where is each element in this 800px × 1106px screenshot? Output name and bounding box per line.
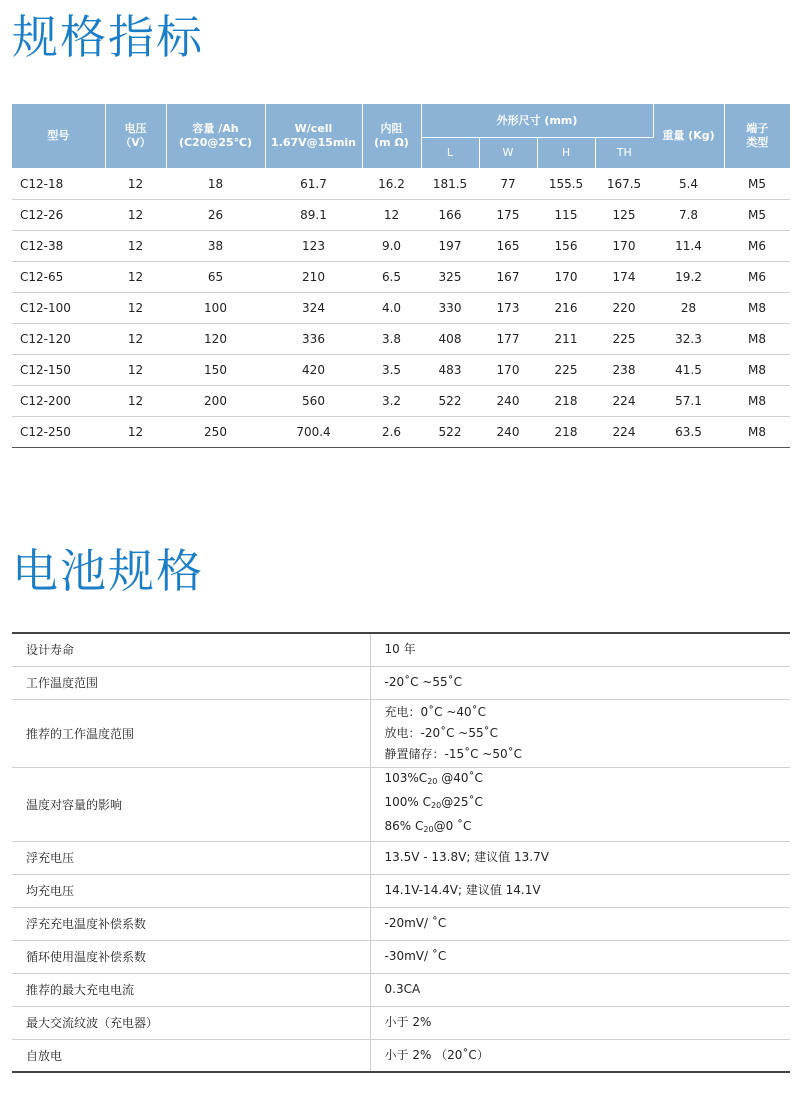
value-line: 10 年 — [384, 642, 416, 657]
spec-row — [12, 200, 790, 231]
spec-cell: 218 — [537, 417, 595, 448]
spec-cell: 12 — [105, 293, 166, 324]
spec-cell: M8 — [724, 355, 790, 386]
spec-cell: 156 — [537, 231, 595, 262]
spec-cell: 38 — [166, 231, 265, 262]
spec-cell: 324 — [265, 293, 362, 324]
spec-cell: 12 — [105, 355, 166, 386]
battery-row — [12, 767, 790, 841]
spec-cell: 216 — [537, 293, 595, 324]
battery-row-label: 均充电压 — [12, 874, 370, 907]
battery-row-value — [370, 633, 790, 666]
spec-cell: 63.5 — [653, 417, 724, 448]
spec-cell: 3.2 — [362, 386, 421, 417]
spec-cell: M8 — [724, 417, 790, 448]
spec-cell: 240 — [479, 386, 537, 417]
battery-row — [12, 1006, 790, 1039]
spec-cell: 224 — [595, 386, 653, 417]
battery-row — [12, 940, 790, 973]
battery-row-value — [370, 666, 790, 699]
spec-cell: 100 — [166, 293, 265, 324]
spec-row — [12, 324, 790, 355]
spec-cell: 181.5 — [421, 169, 479, 200]
spec-cell: M6 — [724, 231, 790, 262]
battery-row — [12, 973, 790, 1006]
spec-cell: 175 — [479, 200, 537, 231]
model-cell: C12-250 — [12, 417, 105, 448]
header-dimensions: 外形尺寸 (mm) — [421, 104, 653, 138]
spec-cell: 220 — [595, 293, 653, 324]
battery-row-label: 循环使用温度补偿系数 — [12, 940, 370, 973]
spec-table — [12, 104, 790, 448]
spec-cell: 700.4 — [265, 417, 362, 448]
battery-row-label: 最大交流纹波（充电器） — [12, 1006, 370, 1039]
spec-cell: M8 — [724, 324, 790, 355]
spec-cell: 12 — [105, 200, 166, 231]
spec-cell: 115 — [537, 200, 595, 231]
value-line: -20mV/ ˚C — [384, 916, 447, 930]
battery-table-body — [12, 633, 790, 1072]
spec-cell: 165 — [479, 231, 537, 262]
spec-cell: 11.4 — [653, 231, 724, 262]
header-weight: 重量 (Kg) — [653, 104, 724, 169]
battery-row-label: 浮充充电温度补偿系数 — [12, 907, 370, 940]
spec-cell: 166 — [421, 200, 479, 231]
spec-cell: 77 — [479, 169, 537, 200]
spec-cell: 28 — [653, 293, 724, 324]
spec-cell: 167.5 — [595, 169, 653, 200]
spec-section-title: 规格指标 — [12, 10, 204, 64]
spec-cell: 4.0 — [362, 293, 421, 324]
spec-cell: 225 — [595, 324, 653, 355]
model-cell: C12-65 — [12, 262, 105, 293]
spec-cell: 12 — [105, 386, 166, 417]
spec-cell: 12 — [362, 200, 421, 231]
battery-row-value — [370, 699, 790, 767]
spec-cell: 41.5 — [653, 355, 724, 386]
header-voltage: 电压 （V） — [105, 104, 166, 169]
spec-cell: 7.8 — [653, 200, 724, 231]
spec-row — [12, 355, 790, 386]
spec-cell: 560 — [265, 386, 362, 417]
model-cell: C12-18 — [12, 169, 105, 200]
battery-row-label: 设计寿命 — [12, 633, 370, 666]
spec-cell: 170 — [479, 355, 537, 386]
spec-cell: 325 — [421, 262, 479, 293]
spec-cell: 200 — [166, 386, 265, 417]
header-wcell: W/cell 1.67V@15min — [265, 104, 362, 169]
spec-cell: 240 — [479, 417, 537, 448]
spec-cell: 6.5 — [362, 262, 421, 293]
spec-cell: 3.8 — [362, 324, 421, 355]
battery-row-label: 温度对容量的影响 — [12, 767, 370, 841]
spec-cell: 167 — [479, 262, 537, 293]
battery-row — [12, 633, 790, 666]
model-cell: C12-150 — [12, 355, 105, 386]
spec-cell: 12 — [105, 169, 166, 200]
spec-cell: 336 — [265, 324, 362, 355]
value-line: 小于 2% （20˚C） — [384, 1047, 489, 1062]
spec-cell: 522 — [421, 386, 479, 417]
spec-cell: 18 — [166, 169, 265, 200]
header-terminal: 端子 类型 — [724, 104, 790, 169]
temp-effect-line: 86% $C_{20}@0$ ˚C — [384, 819, 472, 834]
spec-cell: 9.0 — [362, 231, 421, 262]
spec-cell: 12 — [105, 262, 166, 293]
model-cell: C12-26 — [12, 200, 105, 231]
spec-cell: 2.6 — [362, 417, 421, 448]
value-line: 0.3CA — [384, 982, 421, 996]
model-cell: C12-100 — [12, 293, 105, 324]
battery-row-label: 推荐的工作温度范围 — [12, 699, 370, 767]
value-line: 13.5V - 13.8V; 建议值 13.7V — [384, 850, 549, 864]
spec-cell: M8 — [724, 293, 790, 324]
spec-cell: 150 — [166, 355, 265, 386]
spec-row — [12, 293, 790, 324]
header-dim-w: W — [479, 138, 537, 169]
spec-cell: 177 — [479, 324, 537, 355]
spec-cell: M8 — [724, 386, 790, 417]
spec-cell: 125 — [595, 200, 653, 231]
battery-row-value — [370, 940, 790, 973]
temp-effect-line: $103\%C_{20}$ @40˚C — [384, 771, 483, 786]
battery-row-value — [370, 1006, 790, 1039]
battery-row-label: 工作温度范围 — [12, 666, 370, 699]
battery-row-label: 自放电 — [12, 1039, 370, 1072]
value-line: 充电：0˚C ~40˚C — [384, 704, 487, 719]
battery-row — [12, 841, 790, 874]
spec-cell: 224 — [595, 417, 653, 448]
spec-cell: 16.2 — [362, 169, 421, 200]
spec-cell: 120 — [166, 324, 265, 355]
spec-cell: 26 — [166, 200, 265, 231]
value-line: -20˚C ~55˚C — [384, 675, 462, 689]
battery-row-value — [370, 973, 790, 1006]
model-cell: C12-38 — [12, 231, 105, 262]
spec-cell: 12 — [105, 324, 166, 355]
battery-row — [12, 874, 790, 907]
spec-cell: 155.5 — [537, 169, 595, 200]
spec-cell: 57.1 — [653, 386, 724, 417]
spec-cell: 170 — [537, 262, 595, 293]
battery-row — [12, 907, 790, 940]
value-line: 小于 2% — [384, 1015, 432, 1029]
battery-row-value — [370, 767, 790, 841]
spec-cell: 218 — [537, 386, 595, 417]
temp-effect-line: 100% $C_{20}@25˚C$ — [384, 795, 483, 810]
battery-row-label: 推荐的最大充电电流 — [12, 973, 370, 1006]
spec-cell: 238 — [595, 355, 653, 386]
spec-cell: 5.4 — [653, 169, 724, 200]
spec-cell: M5 — [724, 169, 790, 200]
spec-cell: 89.1 — [265, 200, 362, 231]
battery-row-value — [370, 841, 790, 874]
spec-table-body — [12, 169, 790, 448]
header-dim-h: H — [537, 138, 595, 169]
spec-cell: 522 — [421, 417, 479, 448]
battery-row-value — [370, 907, 790, 940]
spec-cell: M6 — [724, 262, 790, 293]
battery-row — [12, 1039, 790, 1072]
spec-cell: 3.5 — [362, 355, 421, 386]
value-line: 放电：-20˚C ~55˚C — [384, 725, 498, 740]
spec-cell: 12 — [105, 231, 166, 262]
spec-cell: 330 — [421, 293, 479, 324]
spec-cell: 483 — [421, 355, 479, 386]
spec-cell: 225 — [537, 355, 595, 386]
spec-cell: 174 — [595, 262, 653, 293]
header-dim-th: TH — [595, 138, 653, 169]
spec-cell: 61.7 — [265, 169, 362, 200]
spec-cell: 32.3 — [653, 324, 724, 355]
spec-cell: 19.2 — [653, 262, 724, 293]
spec-cell: 173 — [479, 293, 537, 324]
spec-cell: 12 — [105, 417, 166, 448]
value-line: 14.1V-14.4V; 建议值 14.1V — [384, 883, 541, 897]
spec-cell: 211 — [537, 324, 595, 355]
spec-cell: 197 — [421, 231, 479, 262]
battery-row — [12, 699, 790, 767]
value-line: 静置储存：-15˚C ~50˚C — [384, 746, 522, 761]
model-cell: C12-120 — [12, 324, 105, 355]
spec-row — [12, 417, 790, 448]
battery-row-label: 浮充电压 — [12, 841, 370, 874]
spec-row — [12, 231, 790, 262]
spec-cell: 250 — [166, 417, 265, 448]
battery-section-title: 电池规格 — [12, 544, 204, 598]
spec-cell: M5 — [724, 200, 790, 231]
spec-cell: 123 — [265, 231, 362, 262]
model-cell: C12-200 — [12, 386, 105, 417]
spec-row — [12, 262, 790, 293]
spec-row — [12, 169, 790, 200]
battery-row-value — [370, 874, 790, 907]
battery-row-value — [370, 1039, 790, 1072]
spec-row — [12, 386, 790, 417]
header-model: 型号 — [12, 104, 105, 169]
value-line: -30mV/ ˚C — [384, 949, 447, 963]
spec-cell: 65 — [166, 262, 265, 293]
spec-cell: 420 — [265, 355, 362, 386]
battery-row — [12, 666, 790, 699]
header-dim-l: L — [421, 138, 479, 169]
spec-cell: 170 — [595, 231, 653, 262]
spec-cell: 210 — [265, 262, 362, 293]
header-resistance: 内阻 (m Ω) — [362, 104, 421, 169]
header-capacity: 容量 /Ah (C20@25℃) — [166, 104, 265, 169]
spec-cell: 408 — [421, 324, 479, 355]
battery-spec-table — [12, 632, 790, 1073]
